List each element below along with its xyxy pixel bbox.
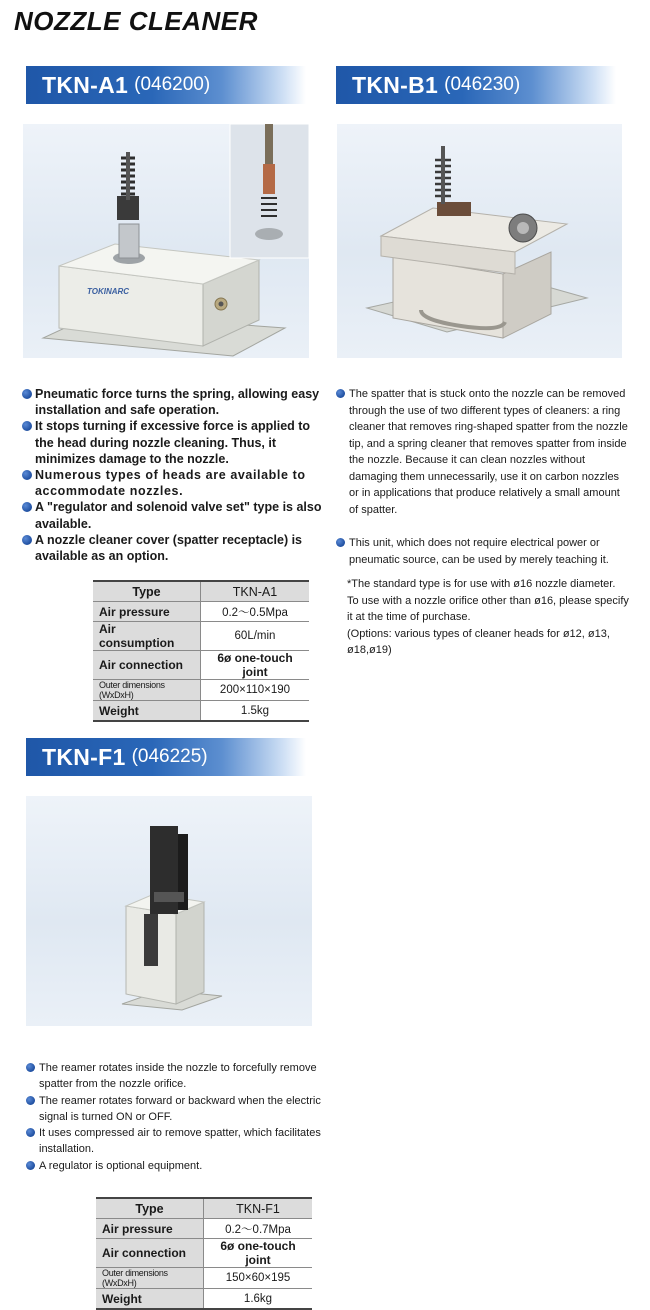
list-item: Pneumatic force turns the spring, allowing easy installation and safe operation. xyxy=(22,386,322,418)
spec-label: Weight xyxy=(93,701,201,722)
spec-label: Air pressure xyxy=(93,602,201,622)
table-row xyxy=(96,1268,312,1289)
bullet-dot-icon xyxy=(22,389,32,399)
list-item: A regulator is optional equipment. xyxy=(26,1158,321,1174)
list-item: Numerous types of heads are available to accommodate nozzles. xyxy=(22,467,322,499)
bullet-dot-icon xyxy=(26,1096,35,1105)
bullet-dot-icon xyxy=(336,389,345,398)
table-row xyxy=(96,1239,312,1268)
section-header-tkn-a1 xyxy=(26,66,306,104)
list-item: A "regulator and solenoid valve set" type is also available. xyxy=(22,499,322,531)
bullet-dot-icon xyxy=(26,1063,35,1072)
table-row xyxy=(93,651,309,680)
note-text: *The standard type is for use with ø16 nozzle diameter. To use with a nozzle orifice other than ø16, please specify it at the time of purchase. xyxy=(347,578,629,623)
spec-table-tkn-a1 xyxy=(93,580,309,722)
bullet-dot-icon xyxy=(22,535,32,545)
table-row xyxy=(93,680,309,701)
note-options: (Options: various types of cleaner heads for ø12, ø13, ø18,ø19) xyxy=(347,627,610,656)
list-item: The reamer rotates inside the nozzle to forcefully remove spatter from the nozzle orifice. xyxy=(26,1060,321,1093)
list-item: The spatter that is stuck onto the nozzle can be removed through the use of two different types of cleaners: a ring cleaner that removes ring-shaped spatter from the nozzle tip, and a spring cleaner that removes spatter from inside the nozzle. Because it can clean nozzles without damaging them unnecessarily, use it on carbon nozzles or in applications that produce relatively a small amount of spatter. xyxy=(336,386,628,518)
spec-value: 200×110×190 xyxy=(201,680,310,701)
bullet-dot-icon xyxy=(22,502,32,512)
table-row xyxy=(96,1219,312,1239)
spec-value: 0.2〜0.7Mpa xyxy=(204,1219,313,1239)
product-photo-tkn-a1 xyxy=(23,124,309,358)
feature-list-tkn-b1 xyxy=(336,386,628,568)
spec-value: 1.5kg xyxy=(201,701,310,722)
table-header-row xyxy=(93,581,309,602)
table-header-cell: Type xyxy=(96,1198,204,1219)
table-row xyxy=(93,602,309,622)
nozzle-note xyxy=(347,576,629,659)
spec-label: Air pressure xyxy=(96,1219,204,1239)
table-row xyxy=(93,622,309,651)
product-illustration xyxy=(337,124,622,358)
model-code: (046200) xyxy=(134,74,211,95)
table-header-row xyxy=(96,1198,312,1219)
spec-value: 6ø one-touch joint xyxy=(204,1239,313,1268)
feature-list-tkn-a1 xyxy=(22,386,322,564)
product-illustration xyxy=(26,796,312,1026)
model-name: TKN-A1 xyxy=(42,71,129,98)
spec-value: 6ø one-touch joint xyxy=(201,651,310,680)
table-header-cell: TKN-F1 xyxy=(204,1198,313,1219)
spec-value: 60L/min xyxy=(201,622,310,651)
spec-label: Air connection xyxy=(93,651,201,680)
list-item: It stops turning if excessive force is applied to the head during nozzle cleaning. Thus, it minimizes damage to the nozzle. xyxy=(22,418,322,467)
table-header-cell: Type xyxy=(93,581,201,602)
spec-label: Outer dimensions (WxDxH) xyxy=(93,680,201,701)
feature-list-tkn-f1 xyxy=(26,1060,321,1174)
spec-label: Weight xyxy=(96,1289,204,1310)
bullet-dot-icon xyxy=(26,1161,35,1170)
spec-label: Air consumption xyxy=(93,622,201,651)
tokinarc-logo: TOKINARC xyxy=(87,287,130,296)
spec-value: 1.6kg xyxy=(204,1289,313,1310)
spec-label: Air connection xyxy=(96,1239,204,1268)
spec-label: Outer dimensions (WxDxH) xyxy=(96,1268,204,1289)
bullet-dot-icon xyxy=(22,421,32,431)
spec-table-tkn-f1 xyxy=(96,1197,312,1310)
bullet-dot-icon xyxy=(22,470,32,480)
list-item: This unit, which does not require electrical power or pneumatic source, can be used by merely teaching it. xyxy=(336,535,628,568)
table-row xyxy=(93,701,309,722)
page-title: NOZZLE CLEANER xyxy=(14,6,258,36)
spec-value: 150×60×195 xyxy=(204,1268,313,1289)
table-row xyxy=(96,1289,312,1310)
product-illustration xyxy=(23,124,309,358)
model-name: TKN-F1 xyxy=(42,743,126,770)
product-photo-tkn-f1 xyxy=(26,796,312,1026)
bullet-dot-icon xyxy=(336,538,345,547)
table-header-cell: TKN-A1 xyxy=(201,581,310,602)
list-item: A nozzle cleaner cover (spatter receptacle) is available as an option. xyxy=(22,532,322,564)
model-name: TKN-B1 xyxy=(352,71,439,98)
model-code: (046225) xyxy=(131,746,208,767)
section-header-tkn-f1 xyxy=(26,738,306,776)
list-item: The reamer rotates forward or backward when the electric signal is turned ON or OFF. xyxy=(26,1093,321,1126)
spec-value: 0.2〜0.5Mpa xyxy=(201,602,310,622)
list-item: It uses compressed air to remove spatter, which facilitates installation. xyxy=(26,1125,321,1158)
bullet-dot-icon xyxy=(26,1128,35,1137)
product-photo-tkn-b1 xyxy=(337,124,622,358)
model-code: (046230) xyxy=(444,74,521,95)
section-header-tkn-b1 xyxy=(336,66,616,104)
